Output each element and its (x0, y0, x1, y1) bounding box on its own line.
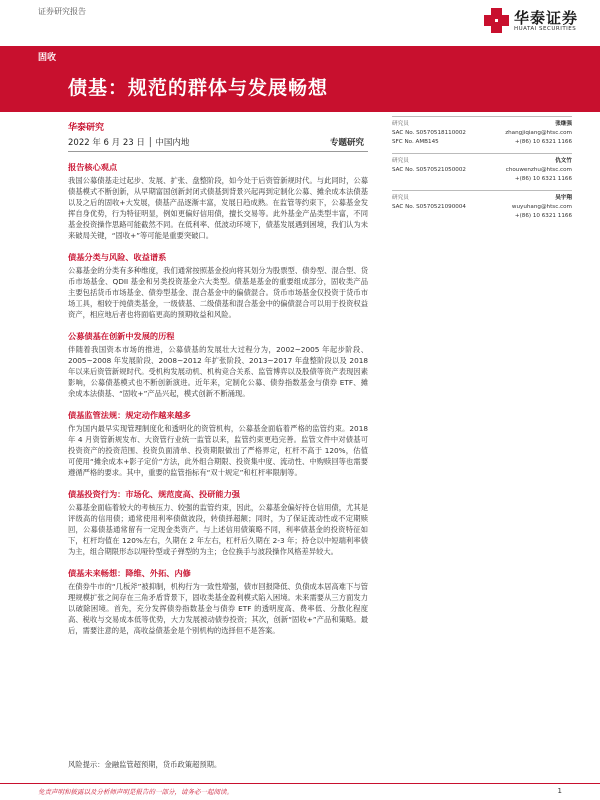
section-heading: 债基未来畅想：降维、外拓、内修 (68, 568, 191, 578)
risk-warning: 风险提示：金融监管超预期，货币政策超预期。 (68, 760, 222, 769)
report-date: 2022 年 6 月 23 日 │ 中国内地 (68, 138, 190, 148)
analyst-role: 研究员 (392, 158, 409, 164)
analyst-email[interactable]: wuyuhang@htsc.com (511, 204, 572, 210)
analyst-license: SFC No. AMB145 (392, 139, 439, 145)
disclaimer-footer: 免责声明和披露以及分析师声明是报告的一部分，请务必一起阅读。 (38, 788, 233, 796)
section-heading: 报告核心观点 (68, 162, 118, 172)
category-band (0, 46, 600, 66)
section-body: 公募基金的分类有多种维度，我们通常按照基金投向将其划分为股票型、债券型、混合型、货币市场基金、QDII 基金和另类投资基金六大类型。债基是基金的重要组成部分，固收类产品主要包括货币市场基金、债券型基金、混合基金中的偏债混合。货币市场基金仅投资于货币市场工具，相较于纯债类基金，一级债基、二级债基和混合基金中的偏债混合可以用于投资权益资产，相应地后者也将面临更高的预期收益和风险。 (68, 266, 368, 319)
analyst-name: 张继强 (555, 121, 572, 127)
analyst-card (392, 116, 572, 147)
analyst-license: SAC No. S0570521090004 (392, 204, 466, 210)
analyst-name: 仇文竹 (555, 158, 572, 164)
section-body: 在债券牛市的“几板斧”被抑制，机构行为一致性增强，债市回报降低、负债成本居高难下与管理规模扩张之间存在三角矛盾背景下，固收类基金盈利模式陷入困境。未来需要从三方面发力以破除困境。首先，充分发挥债券指数基金与债券 ETF 的透明度高、费率低、分散化程度高、税收与交易成本低等优势，大力发展被动债券投资；其次，创新“固收+”产品和策略。最后，需要注意的是，高收益债基金是个别机构的选择但不是答案。 (68, 582, 368, 635)
analyst-name: 吴宇翔 (555, 195, 572, 201)
analyst-role: 研究员 (392, 121, 409, 127)
analyst-role: 研究员 (392, 195, 409, 201)
report-title: 债基：规范的群体与发展畅想 (68, 77, 329, 99)
category-label: 固收 (38, 53, 57, 63)
divider (68, 151, 368, 152)
logo-mark-icon (484, 8, 510, 34)
section-heading: 公募债基在创新中发展的历程 (68, 331, 175, 341)
section-heading: 债基分类与风险、收益谱系 (68, 252, 167, 262)
page-number: 1 (557, 787, 562, 795)
brand-logo (484, 8, 578, 34)
analyst-phone: +(86) 10 6321 1166 (514, 213, 572, 219)
analyst-phone: +(86) 10 6321 1166 (514, 176, 572, 182)
analyst-phone: +(86) 10 6321 1166 (514, 139, 572, 145)
footer-divider (0, 783, 600, 784)
analyst-email[interactable]: chouwenzhu@htsc.com (505, 167, 572, 173)
section-body: 公募基金面临着较大的考核压力、较强的监管约束，因此，公募基金偏好持仓信用债，尤其是评级高的信用债；通常使用利率债做波段，转债择超额；同时，为了保证流动性或不定期赎回，公募债基通常留有一定现金类资产。与上述信用债策略不同，利率债基金的投资特征如下，杠杆均值在 120%左右，久期在 2 年左右，杠杆后久期在 2-3 年；持仓以中短端利率债为主，组合期限形态以哑铃型或子弹型的为主；仓位换手与波段操作风格差异较大。 (68, 503, 368, 556)
section-body: 我国公募债基走过起步、发展、扩张、盘整阶段，如今处于后资管新规时代。与此同时，公募债基模式不断创新，从早期富国创新封闭式债基到背景兴起再到定制化公募、摊余成本法债基以及之后的固收+大发展，债基产品逐渐丰富，发展日趋成熟。在监管等约束下，公募基金发挥自身优势，行为特征明显，例如更偏好信用债，擅长交易等。此外基金产品类型丰富，不同基金投资操作思路可能截然不同。在低利率、低波动环境下，债基发展遇到困境，我们认为未来破局关键，“固收+”等可能是重要突破口。 (68, 176, 368, 240)
analyst-email[interactable]: zhangjiqiang@htsc.com (505, 130, 572, 136)
section-body: 伴随着我国资本市场的推进，公募债基的发展壮大过程分为，2002~2005 年起步阶段、2005~2008 年发展阶段、2008~2012 年扩张阶段、2013~2017 年盘整阶段以及 2018 年以来后资管新规时代。受机构发展动机、机构竞合关系、监管博弈以及股债等资产表现因素影响，公募债基模式也不断创新演进。近年来，定制化公募、债券指数基金与债券 ETF、摊余成本法债基、“固收+”产品兴起，模式创新不断涌现。 (68, 345, 368, 398)
section-heading: 债基投资行为：市场化、规范度高、投研能力强 (68, 489, 240, 499)
logo-name-cn: 华泰证券 (513, 9, 578, 27)
report-series-label: 证券研究报告 (38, 7, 86, 16)
logo-name-en: HUATAI SECURITIES (513, 26, 577, 32)
analyst-license: SAC No. S0570518110002 (392, 130, 466, 136)
research-org: 华泰研究 (68, 123, 105, 133)
report-body (68, 162, 368, 647)
analyst-license: SAC No. S0570521050002 (392, 167, 466, 173)
report-type: 专题研究 (330, 138, 365, 148)
section-heading: 债基监管法规：规定动作越来越多 (68, 410, 191, 420)
section-body: 作为国内最早实现管理制度化和透明化的资管机构，公募基金面临着严格的监管约束。2018 年 4 月资管新规发布、大资管行业统一监管以来，监管约束更趋完善。监管文件中对债基可投资资产的投资范围、投资负面清单、投资期限做出了严格界定，杠杆不高于 120%，估值可使用“摊余成本+影子定价”方法，此外组合期限、投资集中度、流动性、中购赎回等也需要遵循严格的要求。其中，重要的监管指标有“双十规定”和杠杆率限制等。 (68, 424, 368, 477)
analyst-card (392, 153, 572, 184)
analyst-card (392, 190, 572, 221)
analyst-panel (392, 116, 572, 227)
